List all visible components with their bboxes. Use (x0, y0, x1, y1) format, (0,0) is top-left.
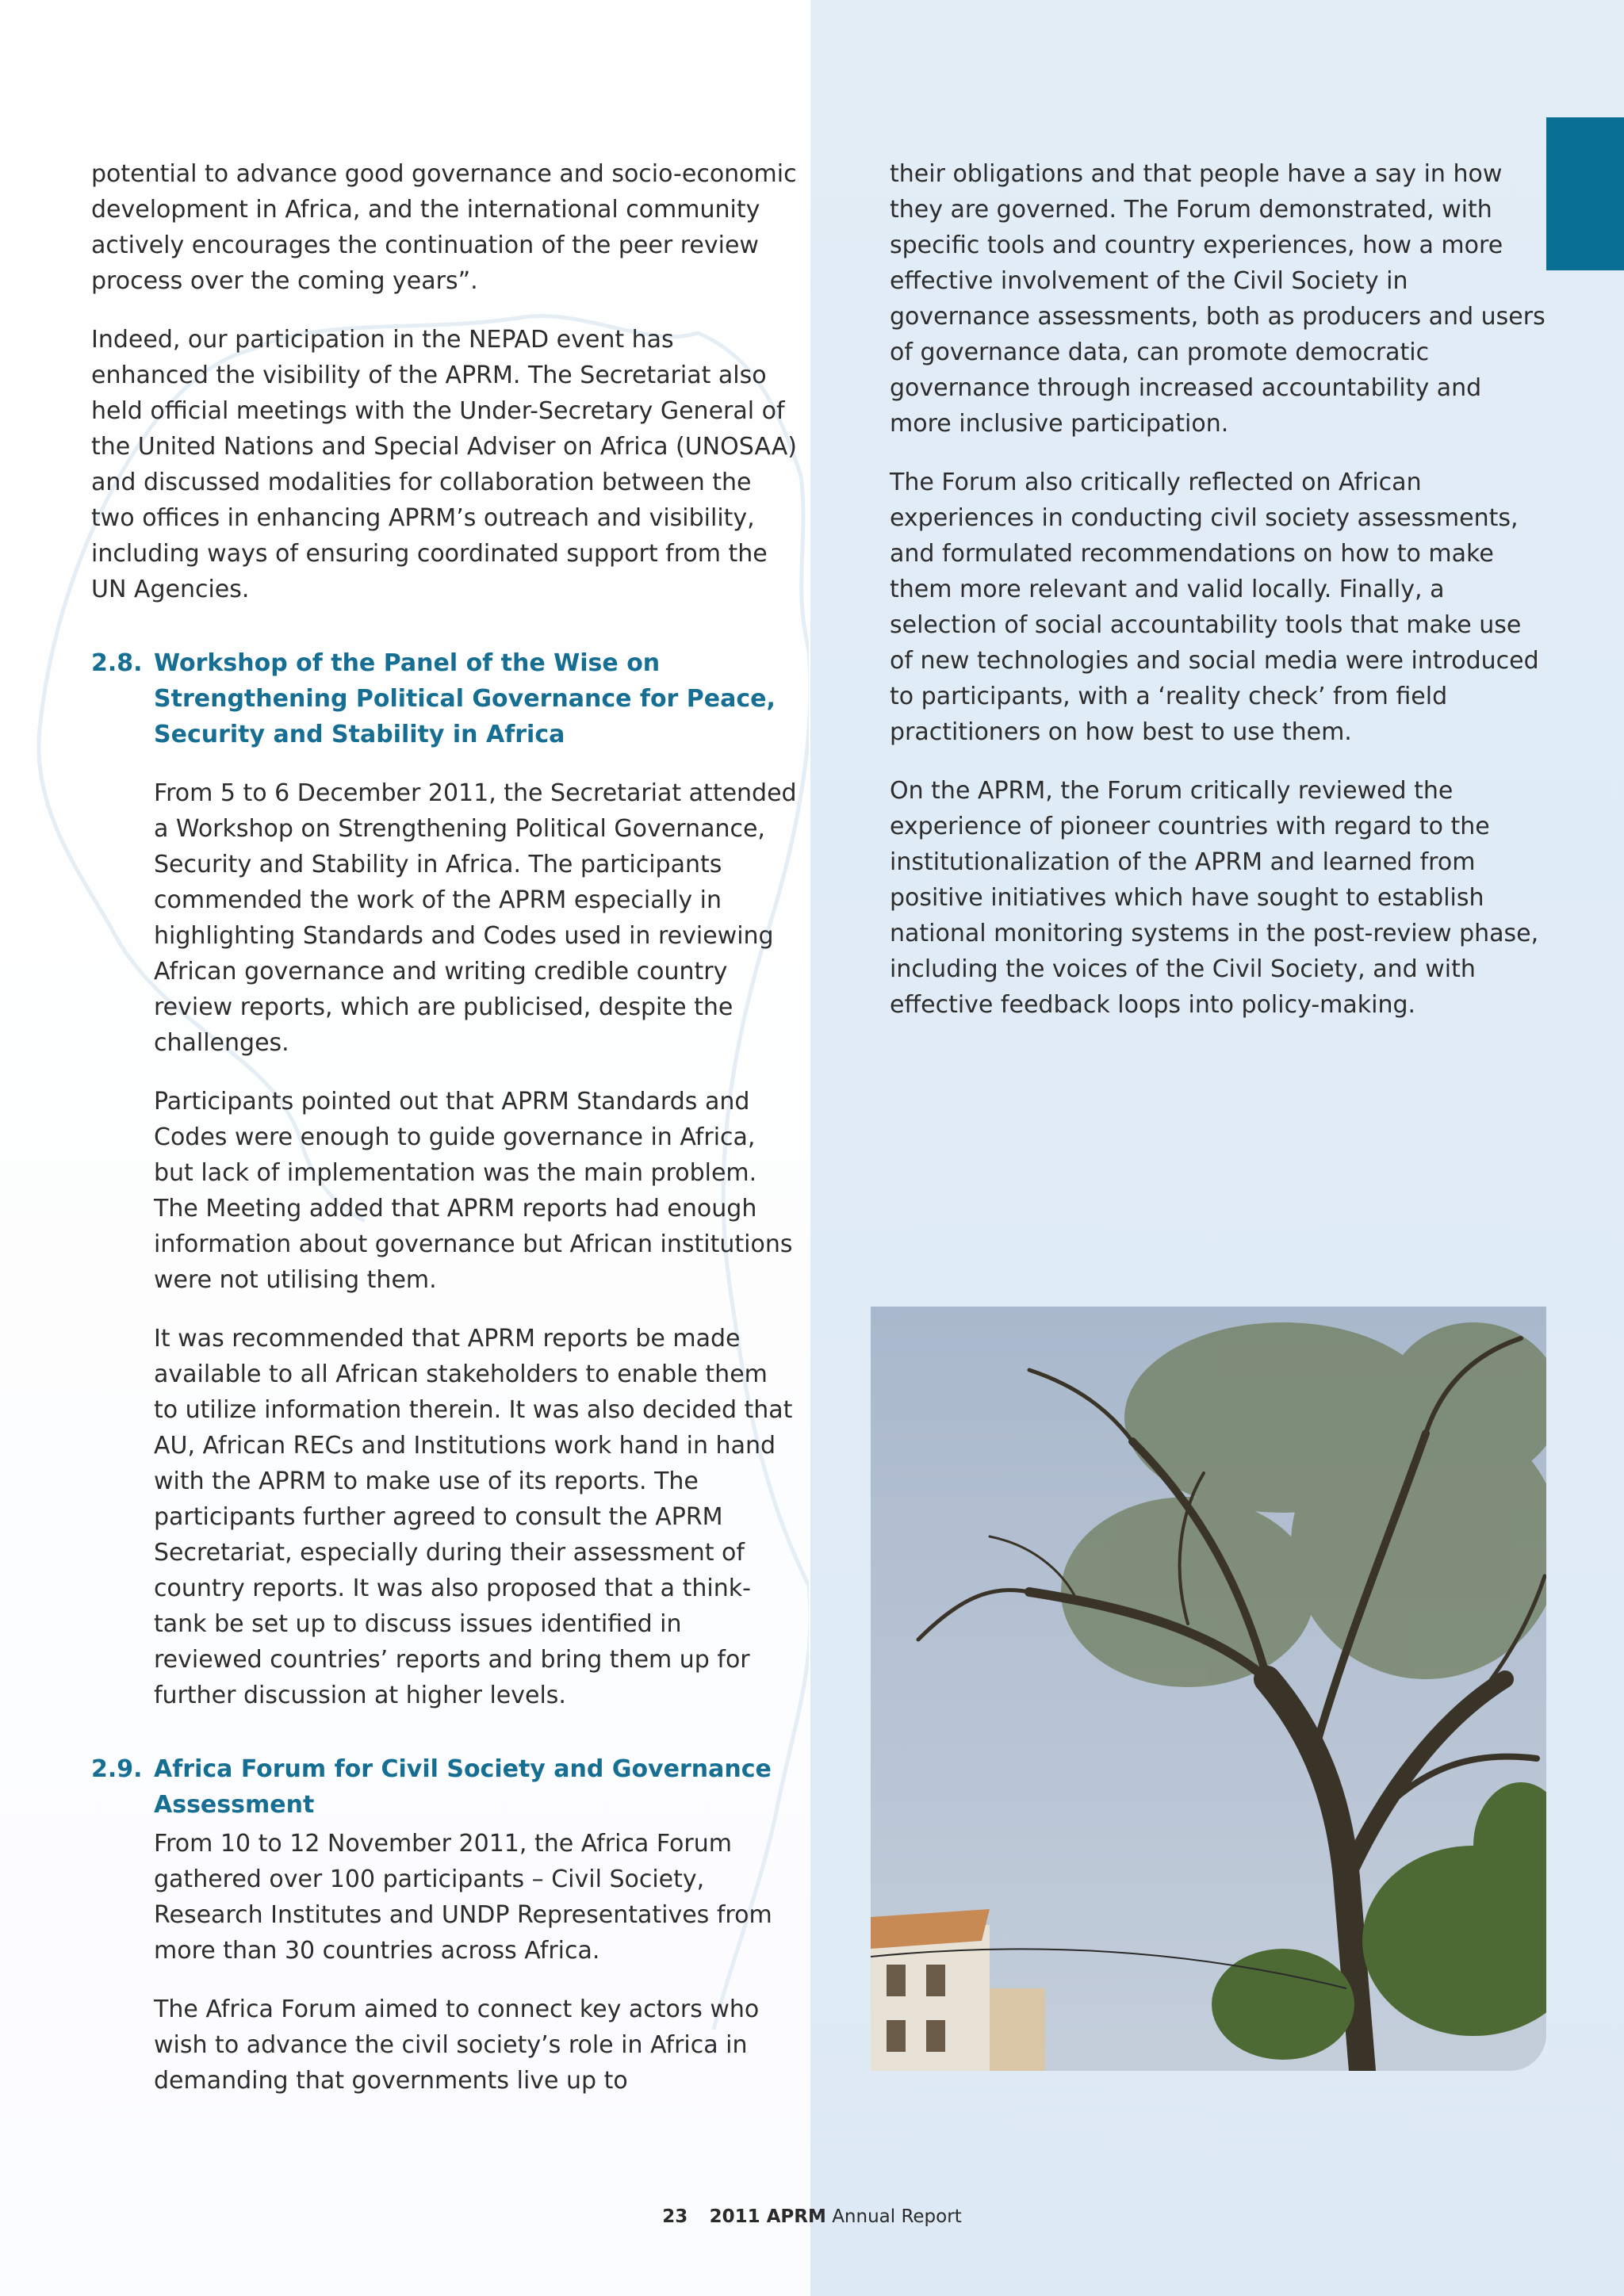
footer-report-label: Annual Report (832, 2206, 962, 2227)
section-2-9-paragraph-2: The Africa Forum aimed to connect key actors who wish to advance the civil society’s role in Africa in demanding that governments live up to (154, 1996, 760, 2095)
footer-year-org: 2011 APRM (709, 2206, 826, 2227)
section-2-8-paragraph-3: It was recommended that APRM reports be made available to all African stakeholders to enable them to utilize information therein. It was also decided that AU, African RECs and Institutions work hand in hand with the APRM to make use of its reports. The participants further agreed to consult the APRM Secretariat, especially during their assessment of country reports. It was also proposed that a think-tank be set up to discuss issues identified in reviewed countries’ reports and bring them up for further discussion at higher levels. (154, 1325, 793, 1709)
section-2-8-title: Workshop of the Panel of the Wise on Strengthening Political Governance for Peace, Security and Stability in Africa (154, 649, 776, 748)
tree-illustration (871, 1307, 1546, 2071)
page-footer (0, 2206, 1624, 2227)
section-2-9-heading (91, 1751, 797, 1823)
section-tab-marker (1546, 117, 1624, 270)
right-paragraph-3: On the APRM, the Forum critically reviewed the experience of pioneer countries with regard to the institutionalization of the APRM and learned from positive initiatives which have sought to establish national monitoring systems in the post-review phase, including the voices of the Civil Society, and with effective feedback loops into policy-making. (890, 777, 1539, 1019)
right-paragraph-2: The Forum also critically reflected on African experiences in conducting civil society assessments, and formulated recommendations on how to make them more relevant and valid locally. Finally, a selection of social accountability tools that make use of new technologies and social media were introduced to participants, with a ‘reality check’ from field practitioners on how best to use them. (890, 469, 1539, 746)
left-paragraph-2: Indeed, our participation in the NEPAD event has enhanced the visibility of the APRM. The Secretariat also held official meetings with the Under-Secretary General of the United Nations and Special Adviser on Africa (UNOSAA) and discussed modalities for collaboration between the two offices in enhancing APRM’s outreach and visibility, including ways of ensuring coordinated support from the UN Agencies. (91, 326, 797, 603)
right-paragraph-1: their obligations and that people have a say in how they are governed. The Forum demonstrated, with specific tools and country experiences, how a more effective involvement of the Civil Society in governance assessments, both as producers and users of governance data, can promote democratic governance through increased accountability and more inclusive participation. (890, 160, 1545, 438)
left-paragraph-1: potential to advance good governance and socio-economic development in Africa, and the international community actively encourages the continuation of the peer review process over the coming years”. (91, 160, 797, 295)
section-2-8-paragraph-2: Participants pointed out that APRM Standards and Codes were enough to guide governance in Africa, but lack of implementation was the main problem. The Meeting added that APRM reports had enough information about governance but African institutions were not utilising them. (154, 1088, 793, 1294)
tree-photo (871, 1307, 1546, 2071)
section-2-8-heading (91, 645, 797, 752)
section-2-9-paragraph-1: From 10 to 12 November 2011, the Africa Forum gathered over 100 participants – Civil Society, Research Institutes and UNDP Representatives from more than 30 countries across Africa. (154, 1830, 772, 1965)
right-text-column (890, 156, 1548, 1046)
section-2-9-number: 2.9. (91, 1755, 143, 1783)
page-number: 23 (662, 2206, 688, 2227)
left-text-column (91, 156, 797, 2122)
section-2-8-paragraph-1: From 5 to 6 December 2011, the Secretariat attended a Workshop on Strengthening Political Governance, Security and Stability in Africa. The participants commended the work of the APRM especially in highlighting Standards and Codes used in reviewing African governance and writing credible country review reports, which are publicised, despite the challenges. (154, 779, 797, 1057)
section-2-9-title: Africa Forum for Civil Society and Governance Assessment (154, 1755, 772, 1819)
section-2-8-number: 2.8. (91, 649, 143, 677)
